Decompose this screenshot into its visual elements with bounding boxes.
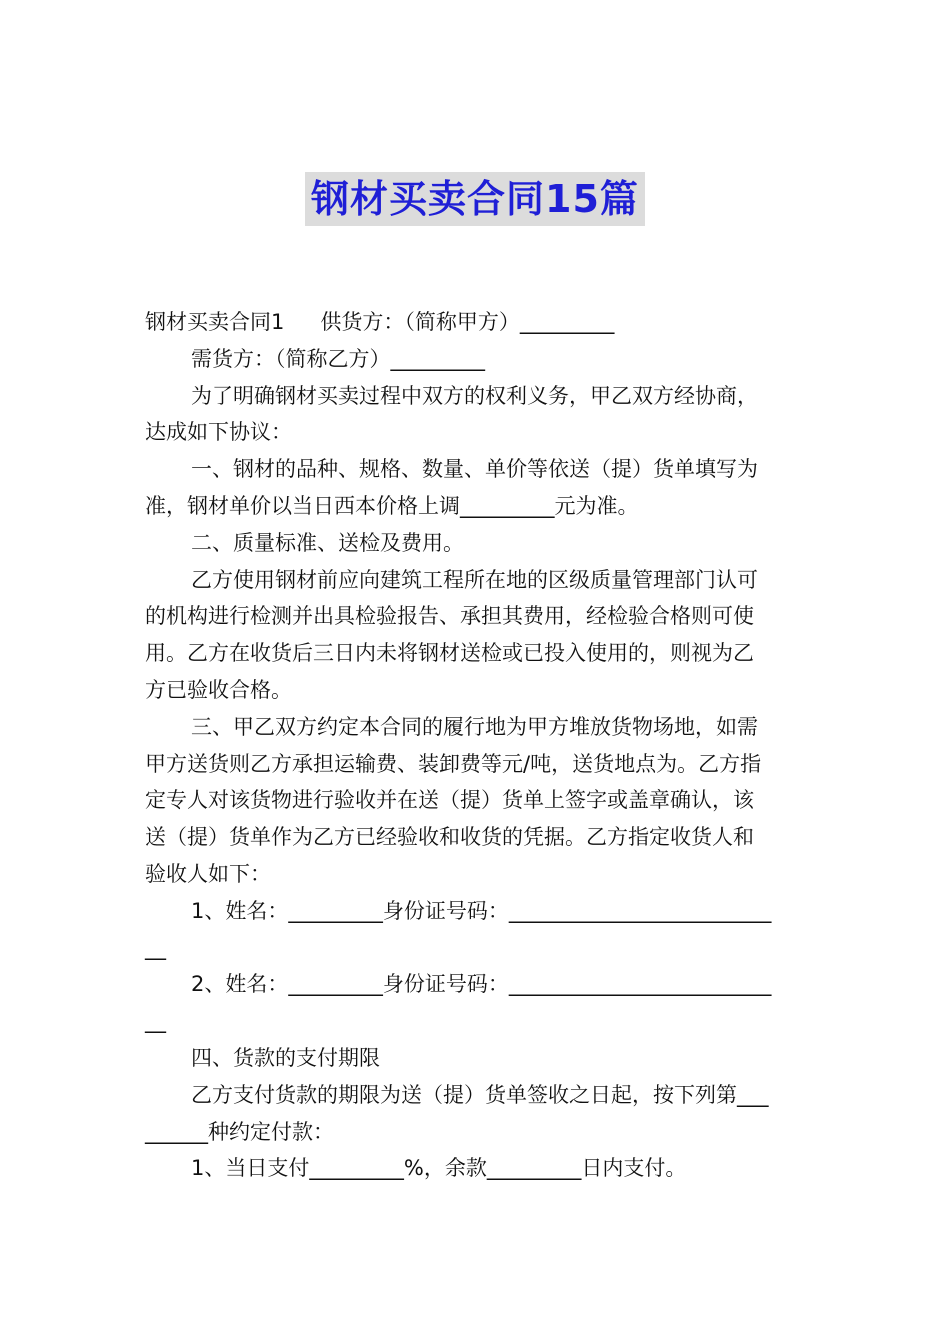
text-line: 送（提）货单作为乙方已经验收和收货的凭据。乙方指定收货人和: [145, 825, 754, 850]
text-line: 2、姓名：_________身份证号码：_________________________: [191, 972, 772, 997]
contract-heading: 钢材买卖合同1: [145, 310, 285, 334]
text-line: __: [145, 1009, 166, 1034]
text-line: ______种约定付款：: [145, 1119, 334, 1144]
text-line: 的机构进行检测并出具检验报告、承担其费用，经检验合格则可使: [145, 604, 754, 629]
text-line: 1、当日支付_________%，余款_________日内支付。: [191, 1156, 687, 1181]
text-line: 乙方使用钢材前应向建筑工程所在地的区级质量管理部门认可: [191, 567, 758, 592]
text-line: 用。乙方在收货后三日内未将钢材送检或已投入使用的，则视为乙: [145, 641, 754, 666]
text-line: 方已验收合格。: [145, 677, 292, 702]
text-line: 四、货款的支付期限: [191, 1045, 380, 1070]
document-title: 钢材买卖合同15篇: [305, 172, 645, 226]
text-line: 乙方支付货款的期限为送（提）货单签收之日起，按下列第___: [191, 1082, 769, 1107]
supplier-line: 供货方：（简称甲方）_________: [320, 310, 615, 334]
text-line: [145, 304, 810, 341]
text-line: 验收人如下：: [145, 861, 271, 886]
text-line: 二、质量标准、送检及费用。: [191, 530, 464, 555]
text-line: 定专人对该货物进行验收并在送（提）货单上签字或盖章确认，该: [145, 788, 754, 813]
text-line: 甲方送货则乙方承担运输费、装卸费等元/吨，送货地点为。乙方指: [145, 751, 762, 776]
text-line: 三、甲乙双方约定本合同的履行地为甲方堆放货物场地，如需: [191, 714, 758, 739]
text-line: 准，钢材单价以当日西本价格上调_________元为准。: [145, 493, 639, 518]
document-body: [145, 304, 810, 1187]
text-line: 一、钢材的品种、规格、数量、单价等依送（提）货单填写为: [191, 457, 758, 482]
title-container: [0, 172, 950, 226]
text-line: 为了明确钢材买卖过程中双方的权利义务，甲乙双方经协商，: [191, 383, 758, 408]
text-line: 1、姓名：_________身份证号码：_________________________: [191, 898, 772, 923]
text-line: __: [145, 935, 166, 960]
text-line: 需货方：（简称乙方）_________: [191, 346, 485, 371]
text-line: 达成如下协议：: [145, 420, 292, 445]
